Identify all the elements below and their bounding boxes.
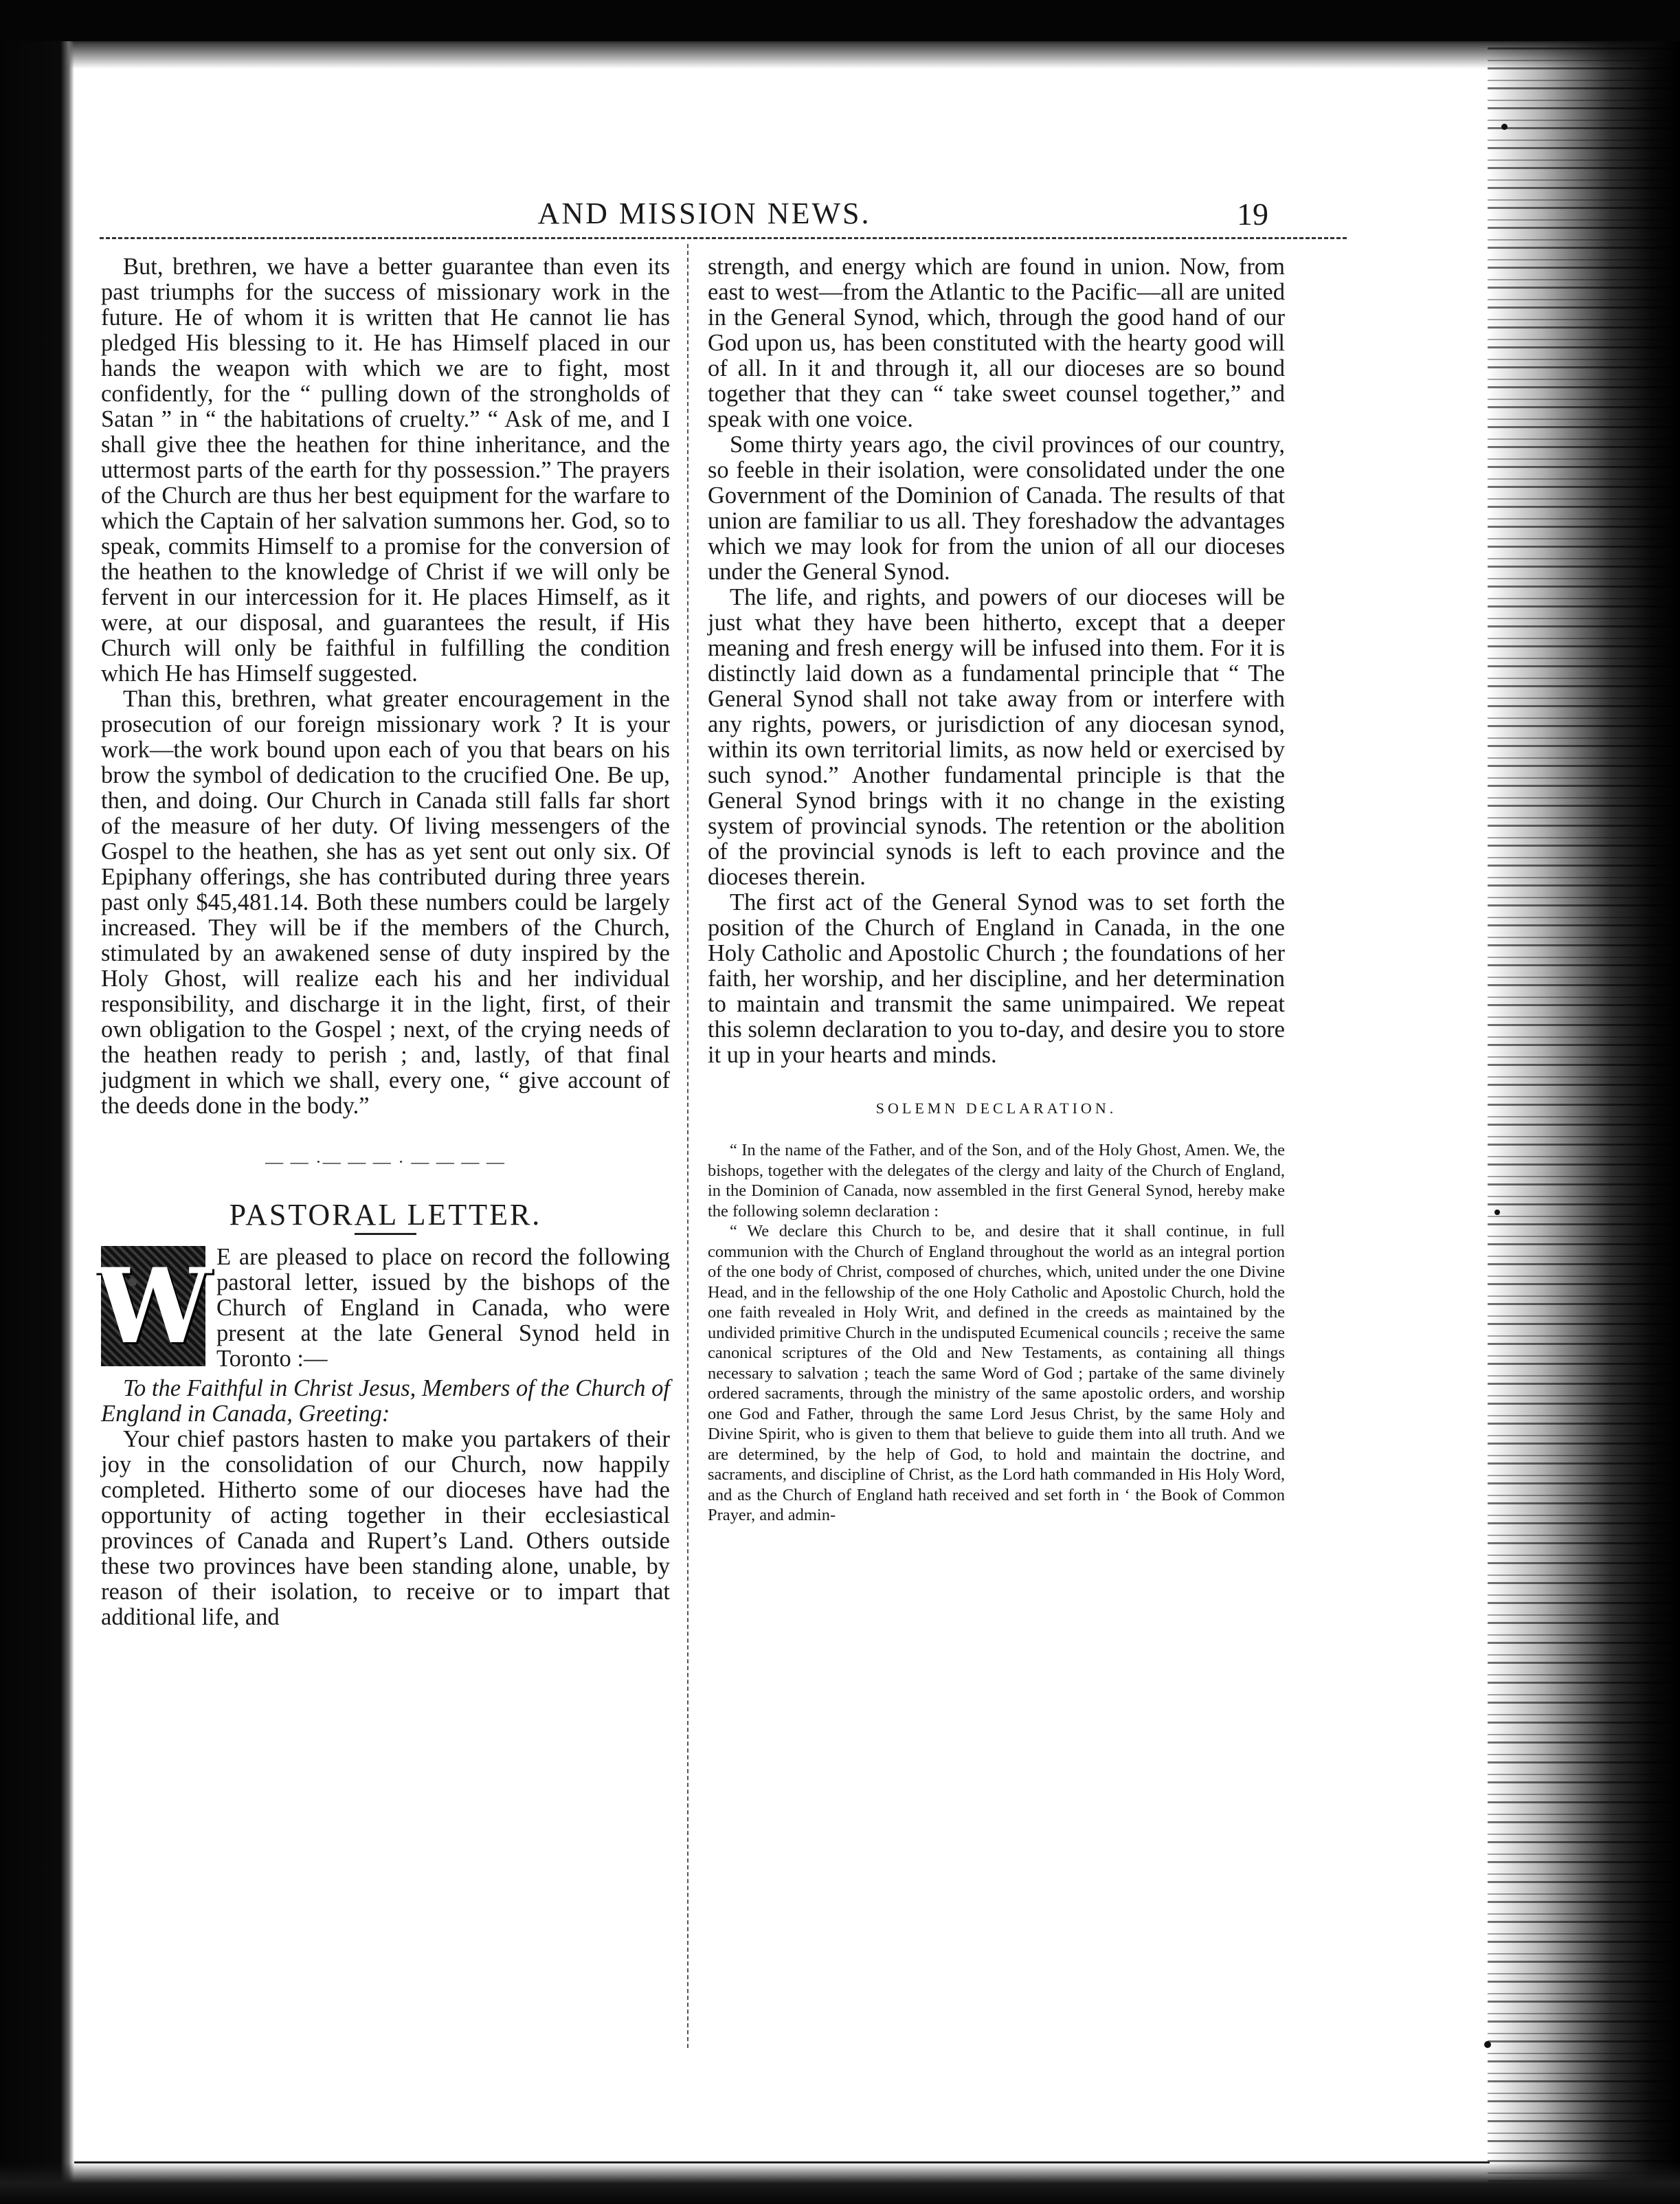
paragraph: Your chief pastors hasten to make you partakers of their joy in the consolidation of our Church, now happily completed. Hitherto some of our dioceses have had the opportunity of acting together in their ecclesiastical provinces of Canada and Rupert’s Land. Others outside these two provinces have been standing alone, unable, by reason of their isolation, to receive or to impart that additional life, and [101, 1426, 670, 1630]
right-column [708, 254, 1285, 1526]
left-column [95, 254, 670, 1630]
page-number: 19 [1237, 197, 1268, 232]
paragraph: The life, and rights, and powers of our dioceses will be just what they have been hitherto, except that a deeper meaning and fresh energy will be infused into them. For it is distinctly laid down as a fundamental principle that “ The General Synod shall not take away from or interfere with any rights, powers, or jurisdiction of any diocesan synod, within its own territorial limits, as now held or exercised by such synod.” Another fundamental principle is that the General Synod brings with it no change in the existing system of provincial synods. The retention or the abolition of the provincial synods is left to each province and the dioceses therein. [708, 584, 1285, 890]
section-separator: — — ·— — — · — — — — [265, 1152, 506, 1172]
scan-top-border [0, 0, 1680, 43]
declaration-paragraph: “ We declare this Church to be, and desire that it shall continue, in full communion with the Church of England throughout the world as an integral portion of the one body of Christ, composed of churches, which, united under the one Divine Head, and in the fellowship of the one Holy Catholic and Apostolic Church, hold the one faith revealed in Holy Writ, and defined in the creeds as maintained by the undivided primitive Church in the undisputed Ecumenical councils ; receive the same canonical scriptures of the Old and New Testaments, as containing all things necessary to salvation ; teach the same Word of God ; partake of the same divinely ordered sacraments, through the ministry of the same apostolic orders, and worship one God and Father, through the same Lord Jesus Christ, by the same Holy and Divine Spirit, who is given to them that believe to guide them into all truth. And we are determined, by the help of God, to hold and maintain the doctrine, and sacraments, and discipline of Christ, as the Lord hath commanded in His Holy Word, and as the Church of England hath received and set forth in ‘ the Book of Common Prayer, and admin- [708, 1222, 1285, 1524]
running-title: AND MISSION NEWS. [537, 197, 871, 230]
scan-bottom-line [74, 2161, 1490, 2163]
intro-text: E are pleased to place on record the following pastoral letter, issued by the bishops of the Church of England in Canada, who were present at the late General Synod held in Toronto :— [216, 1244, 670, 1372]
paragraph: strength, and energy which are found in union. Now, from east to west—from the Atlantic to the Pacific—all are united in the General Synod, which, through the good hand of our God upon us, has been constituted with the hearty good will of all. In it and through it, all our dioceses are so bound together that they can “ take sweet counsel together,” and speak with one voice. [708, 254, 1285, 432]
paragraph: The first act of the General Synod was to set forth the position of the Church of England in Canada, in the one Holy Catholic and Apostolic Church ; the foundations of her faith, her worship, and her discipline, and her determination to maintain and transmit the same unimpaired. We repeat this solemn declaration to you to-day, and desire you to store it up in your hearts and minds. [708, 889, 1285, 1068]
title-rule [355, 1233, 416, 1235]
scan-top-shadow [0, 41, 1680, 69]
salutation: To the Faithful in Christ Jesus, Members of the Church of England in Canada, Greeting: [101, 1375, 670, 1427]
declaration-title: SOLEMN DECLARATION. [875, 1100, 1117, 1117]
ornamental-dropcap: W [95, 1245, 212, 1367]
paragraph: Some thirty years ago, the civil provinces of our country, so feeble in their isolation, were consolidated under the one Government of the Dominion of Canada. The results of that union are familiar to us all. They foreshadow the advantages which we may look for from the union of all our dioceses under the General Synod. [708, 432, 1285, 585]
intro-paragraph [95, 1244, 670, 1372]
scan-speck [1501, 124, 1508, 130]
scan-speck [1494, 1210, 1500, 1215]
header-rule [100, 237, 1347, 239]
scan-left-border [0, 41, 74, 2204]
scan-speck [1484, 2041, 1491, 2048]
section-title: PASTORAL LETTER. [229, 1198, 542, 1232]
declaration-body [708, 1140, 1285, 1526]
declaration-paragraph: “ In the name of the Father, and of the Son, and of the Holy Ghost, Amen. We, the bishops, together with the delegates of the clergy and laity of the Church of England, in the Dominion of Canada, now assembled in the first General Synod, hereby make the following solemn declaration : [708, 1141, 1285, 1221]
paragraph: Than this, brethren, what greater encouragement in the prosecution of our foreign missionary work ? It is your work—the work bound upon each of you that bears on his brow the symbol of dedication to the crucified One. Be up, then, and doing. Our Church in Canada still falls far short of the measure of her duty. Of living messengers of the Gospel to the heathen, she has as yet sent out only six. Of Epiphany offerings, she has contributed during three years past only $45,481.14. Both these numbers could be largely increased. They will be if the members of the Church, stimulated by an awakened sense of duty inspired by the Holy Ghost, will realize each his and her individual responsibility, and discharge it in the light, first, of their own obligation to the Gospel ; next, of the crying needs of the heathen ready to perish ; and, lastly, of that final judgment in which we shall, every one, “ give account of the deeds done in the body.” [101, 686, 670, 1119]
column-divider [687, 244, 688, 2048]
scan-right-border [1488, 41, 1680, 2204]
paragraph: But, brethren, we have a better guarantee than even its past triumphs for the success of missionary work in the future. He of whom it is written that He cannot lie has pledged His blessing to it. He has Himself placed in our hands the weapon with which we are to fight, most confidently, for the “ pulling down of the strongholds of Satan ” in “ the habitations of cruelty.” “ Ask of me, and I shall give thee the heathen for thine inheritance, and the uttermost parts of the earth for thy possession.” The prayers of the Church are thus her best equipment for the warfare to which the Captain of her salvation summons her. God, so to speak, commits Himself to a promise for the conversion of the heathen to the knowledge of Christ if we will only be fervent in our intercession for it. He places Himself, as it were, at our disposal, and guarantees the result, if His Church will only be faithful in fulfilling the condition which He has Himself suggested. [101, 254, 670, 687]
scan-bottom-border [0, 2163, 1680, 2204]
